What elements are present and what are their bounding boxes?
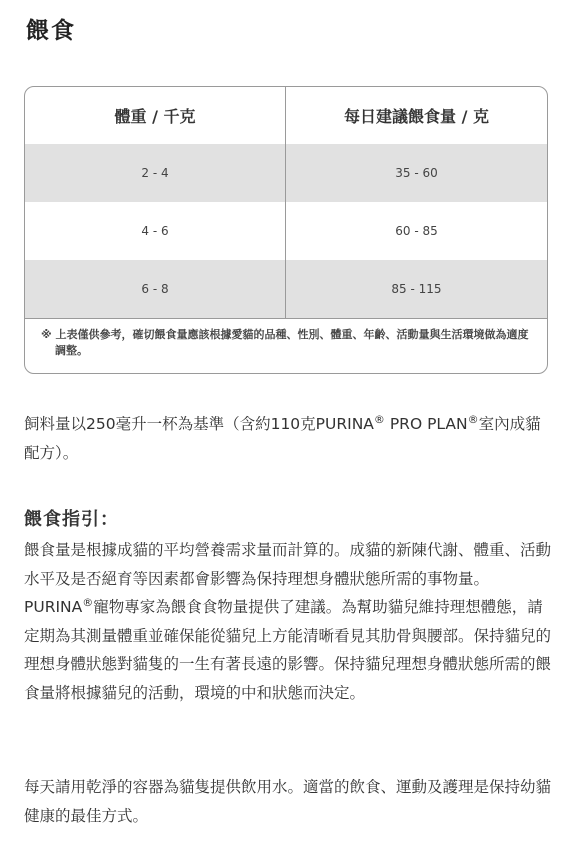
feeding-guide-text-1: 餵食量是根據成貓的平均營養需求量而計算的。成貓的新陳代謝、體重、活動水平及是否絕育等因素都會影響為保持理想身體狀態所需的事物量。PURINA [24,541,552,616]
header-weight: 體重 / 千克 [25,87,286,144]
registered-mark: ® [373,412,385,426]
amount-cell: 35 - 60 [395,166,438,180]
header-daily-amount: 每日建議餵食量 / 克 [344,107,489,126]
feeding-guide-title: 餵食指引： [24,509,119,530]
table-row [25,144,547,202]
feeding-guide-paragraph [24,536,552,707]
weight-cell: 6 - 8 [25,260,286,318]
water-paragraph: 每天請用乾淨的容器為貓隻提供飲用水。適當的飲食、運動及護理是保持幼貓健康的最佳方式。 [24,778,552,825]
feeding-table [24,86,548,374]
table-note [25,318,547,374]
cup-basis-paragraph [24,410,552,467]
page-title: 餵食 [26,18,76,44]
registered-mark: ® [467,412,479,426]
cup-basis-text-2: PRO PLAN [384,415,468,433]
cup-basis-text-3: 室內成貓配方）。 [24,415,541,462]
table-header-row [25,87,547,144]
cup-basis-text-1: 飼料量以250毫升一杯為基準（含約110克PURINA [24,415,374,433]
weight-cell: 2 - 4 [25,144,286,202]
amount-cell: 60 - 85 [395,224,438,238]
registered-mark: ® [82,595,94,609]
table-note-text: ※ 上表僅供參考，確切餵食量應該根據愛貓的品種、性別、體重、年齡、活動量與生活環境做為適度調整。 [41,328,529,357]
table-row [25,260,547,318]
amount-cell: 85 - 115 [391,282,442,296]
feeding-guide-text-2: 寵物專家為餵食食物量提供了建議。為幫助貓兒維持理想體態，請定期為其測量體重並確保能從貓兒上方能清晰看見其肋骨與腰部。保持貓兒的理想身體狀態對貓隻的一生有著長遠的影響。保持貓兒理想身體狀態所需的餵食量將根據貓兒的活動，環境的中和狀態而決定。 [24,598,552,702]
weight-cell: 4 - 6 [25,202,286,260]
table-row [25,202,547,260]
